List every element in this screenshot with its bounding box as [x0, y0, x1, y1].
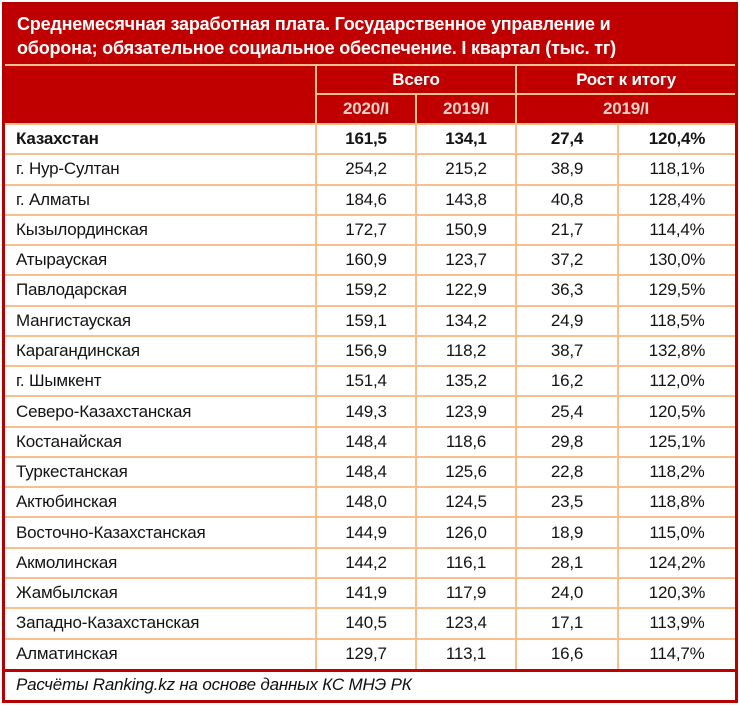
table-row — [5, 215, 735, 245]
value-total-2020: 149,3 — [316, 396, 416, 426]
value-growth-abs: 16,6 — [516, 639, 618, 669]
table-row — [5, 336, 735, 366]
value-total-2019: 113,1 — [416, 639, 516, 669]
table-row — [5, 275, 735, 305]
table-row — [5, 548, 735, 578]
table-row — [5, 457, 735, 487]
value-total-2019: 143,8 — [416, 185, 516, 215]
table-row — [5, 154, 735, 184]
header-col-2019: 2019/I — [416, 94, 516, 124]
value-growth-abs: 18,9 — [516, 517, 618, 547]
value-total-2020: 129,7 — [316, 639, 416, 669]
value-total-2019: 123,4 — [416, 608, 516, 638]
value-growth-pct: 115,0% — [618, 517, 735, 547]
salary-table-frame — [2, 2, 738, 703]
table-row — [5, 639, 735, 669]
table-row — [5, 608, 735, 638]
value-growth-pct: 114,4% — [618, 215, 735, 245]
value-growth-abs: 28,1 — [516, 548, 618, 578]
table-title — [5, 5, 735, 66]
region-name: Акмолинская — [5, 548, 316, 578]
value-total-2019: 118,2 — [416, 336, 516, 366]
table-header — [5, 66, 735, 124]
region-name: Туркестанская — [5, 457, 316, 487]
value-growth-pct: 125,1% — [618, 427, 735, 457]
salary-table — [5, 66, 735, 669]
value-growth-pct: 128,4% — [618, 185, 735, 215]
value-total-2019: 124,5 — [416, 487, 516, 517]
value-growth-pct: 118,5% — [618, 306, 735, 336]
value-total-2019: 117,9 — [416, 578, 516, 608]
value-growth-pct: 120,5% — [618, 396, 735, 426]
value-total-2019: 134,2 — [416, 306, 516, 336]
region-name: Мангистауская — [5, 306, 316, 336]
value-total-2019: 150,9 — [416, 215, 516, 245]
header-region-empty — [5, 66, 316, 124]
region-name: г. Нур-Султан — [5, 154, 316, 184]
value-growth-abs: 37,2 — [516, 245, 618, 275]
value-total-2020: 148,0 — [316, 487, 416, 517]
value-growth-pct: 118,1% — [618, 154, 735, 184]
table-row — [5, 306, 735, 336]
value-growth-abs: 24,9 — [516, 306, 618, 336]
value-growth-abs: 29,8 — [516, 427, 618, 457]
value-total-2020: 148,4 — [316, 427, 416, 457]
table-row — [5, 366, 735, 396]
value-growth-pct: 114,7% — [618, 639, 735, 669]
table-body — [5, 124, 735, 669]
value-total-2019: 118,6 — [416, 427, 516, 457]
value-total-2020: 159,2 — [316, 275, 416, 305]
value-growth-abs: 23,5 — [516, 487, 618, 517]
value-growth-abs: 24,0 — [516, 578, 618, 608]
value-total-2020: 184,6 — [316, 185, 416, 215]
region-name: Восточно-Казахстанская — [5, 517, 316, 547]
region-name: Жамбылская — [5, 578, 316, 608]
table-row — [5, 124, 735, 154]
value-growth-abs: 21,7 — [516, 215, 618, 245]
value-total-2020: 144,9 — [316, 517, 416, 547]
value-growth-abs: 38,9 — [516, 154, 618, 184]
value-growth-abs: 25,4 — [516, 396, 618, 426]
region-name: Алматинская — [5, 639, 316, 669]
value-total-2019: 126,0 — [416, 517, 516, 547]
value-growth-pct: 120,3% — [618, 578, 735, 608]
value-total-2020: 161,5 — [316, 124, 416, 154]
value-growth-abs: 27,4 — [516, 124, 618, 154]
value-growth-pct: 118,8% — [618, 487, 735, 517]
region-name: Костанайская — [5, 427, 316, 457]
region-name: г. Шымкент — [5, 366, 316, 396]
value-total-2020: 159,1 — [316, 306, 416, 336]
table-title-line2: оборона; обязательное социальное обеспечение. I квартал (тыс. тг) — [17, 38, 616, 58]
source-note: Расчёты Ranking.kz на основе данных КС МНЭ РК — [5, 669, 735, 698]
value-total-2020: 156,9 — [316, 336, 416, 366]
header-group-growth: Рост к итогу — [516, 66, 735, 94]
value-growth-pct: 129,5% — [618, 275, 735, 305]
region-name: Павлодарская — [5, 275, 316, 305]
region-name: Актюбинская — [5, 487, 316, 517]
region-name: Северо-Казахстанская — [5, 396, 316, 426]
value-growth-pct: 130,0% — [618, 245, 735, 275]
value-total-2020: 148,4 — [316, 457, 416, 487]
value-total-2020: 140,5 — [316, 608, 416, 638]
region-name: Атырауская — [5, 245, 316, 275]
value-total-2020: 141,9 — [316, 578, 416, 608]
table-row — [5, 245, 735, 275]
region-name: Карагандинская — [5, 336, 316, 366]
value-total-2019: 125,6 — [416, 457, 516, 487]
value-total-2019: 122,9 — [416, 275, 516, 305]
value-growth-pct: 113,9% — [618, 608, 735, 638]
value-total-2020: 254,2 — [316, 154, 416, 184]
value-growth-pct: 118,2% — [618, 457, 735, 487]
value-total-2020: 151,4 — [316, 366, 416, 396]
value-growth-abs: 16,2 — [516, 366, 618, 396]
region-name: Западно-Казахстанская — [5, 608, 316, 638]
region-name: г. Алматы — [5, 185, 316, 215]
value-total-2019: 123,7 — [416, 245, 516, 275]
value-total-2020: 160,9 — [316, 245, 416, 275]
region-name: Кызылординская — [5, 215, 316, 245]
value-growth-pct: 112,0% — [618, 366, 735, 396]
table-row — [5, 396, 735, 426]
table-row — [5, 578, 735, 608]
table-row — [5, 185, 735, 215]
value-growth-pct: 124,2% — [618, 548, 735, 578]
value-growth-pct: 132,8% — [618, 336, 735, 366]
header-col-2020: 2020/I — [316, 94, 416, 124]
value-total-2020: 172,7 — [316, 215, 416, 245]
table-row — [5, 487, 735, 517]
value-total-2019: 123,9 — [416, 396, 516, 426]
value-total-2019: 134,1 — [416, 124, 516, 154]
value-total-2019: 116,1 — [416, 548, 516, 578]
value-growth-abs: 38,7 — [516, 336, 618, 366]
table-title-line1: Среднемесячная заработная плата. Государственное управление и — [17, 14, 611, 34]
header-col-growth-2019: 2019/I — [516, 94, 735, 124]
table-row — [5, 427, 735, 457]
value-total-2020: 144,2 — [316, 548, 416, 578]
header-group-total: Всего — [316, 66, 516, 94]
value-growth-pct: 120,4% — [618, 124, 735, 154]
region-name: Казахстан — [5, 124, 316, 154]
table-row — [5, 517, 735, 547]
value-growth-abs: 36,3 — [516, 275, 618, 305]
value-growth-abs: 40,8 — [516, 185, 618, 215]
value-total-2019: 135,2 — [416, 366, 516, 396]
value-total-2019: 215,2 — [416, 154, 516, 184]
value-growth-abs: 17,1 — [516, 608, 618, 638]
value-growth-abs: 22,8 — [516, 457, 618, 487]
